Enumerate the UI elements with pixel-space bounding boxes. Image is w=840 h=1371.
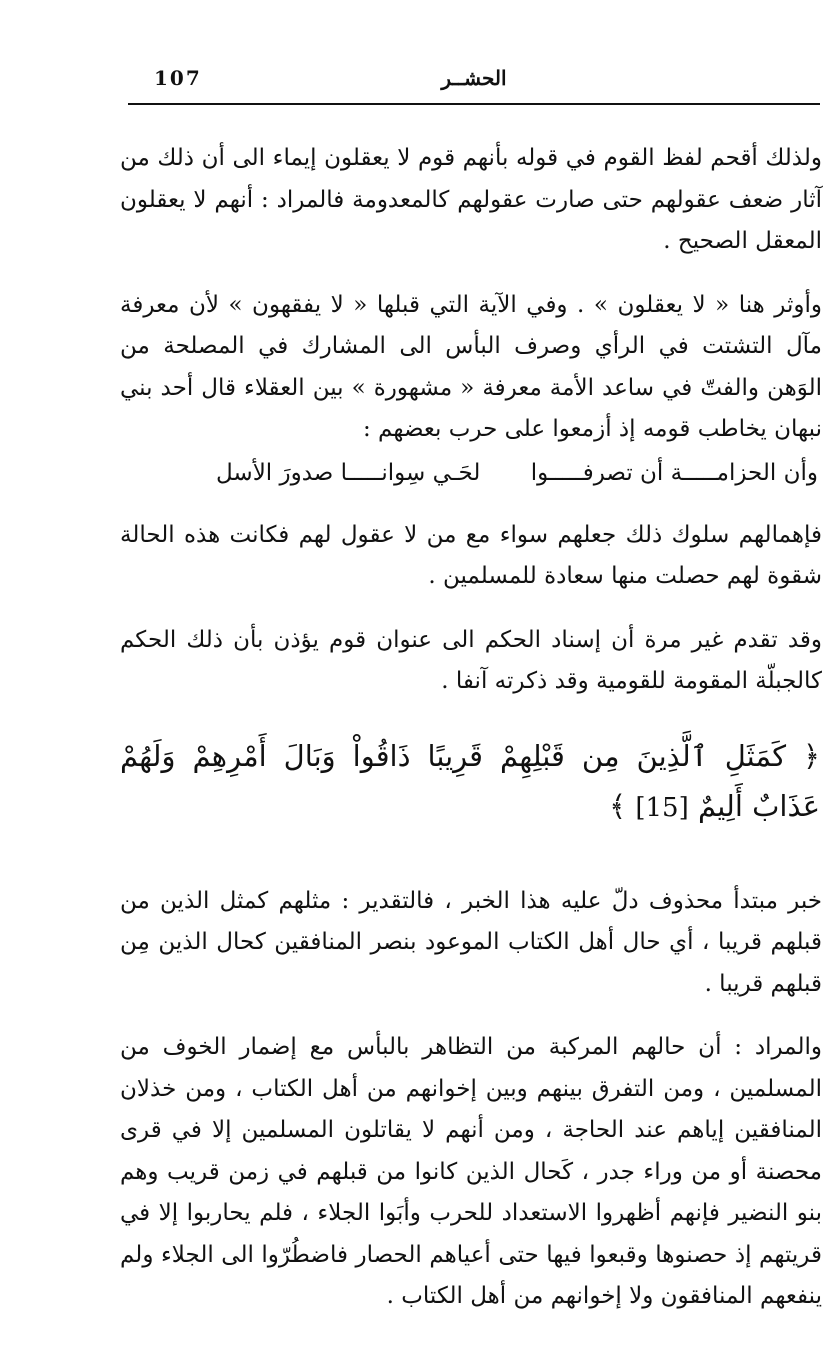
- verse-number: [15]: [635, 792, 689, 823]
- header-divider: [128, 103, 820, 105]
- quran-verse: [120, 731, 822, 833]
- poem-second-hemistich: لحَـي سِوانـــــا صدورَ الأسل: [216, 459, 481, 486]
- paragraph-2: وأوثر هنا « لا يعقلون » . وفي الآية التي قبلها « لا يفقهون » لأن معرفة مآل التشتت في الرأي وصرف البأس الى المشارك في المصلحة من الوَهن والفتّ في ساعد الأمة معرفة « مشهورة » بين العقلاء قال أحد بني نبهان يخاطب قومه إذ أزمعوا على حرب بعضهم :: [120, 291, 822, 442]
- body-text: [120, 138, 822, 1340]
- paragraph-6: والمراد : أن حالهم المركبة من التظاهر بالبأس مع إضمار الخوف من المسلمين ، ومن التفرق بينهم وبين إخوانهم من أهل الكتاب ، ومن خذلان المنافقين إياهم عند الحاجة ، ومن أنهم لا يقاتلون المسلمين إلا في قرى محصنة أو من وراء جدر ، كَحال الذين كانوا من قبلهم في زمن قريب وهم بنو النضير فإنهم أظهروا الاستعداد للحرب وأبَوا الجلاء ، فلم يحاربوا إلا في قريتهم إذ حصنوها وقبعوا فيها حتى أعياهم الحصار فاضطُرّوا الى الجلاء ولم ينفعهم المنافقون ولا إخوانهم من أهل الكتاب .: [120, 1034, 822, 1309]
- paragraph-1: ولذلك أقحم لفظ القوم في قوله بأنهم قوم لا يعقلون إيماء الى أن ذلك من آثار ضعف عقولهم حتى صارت عقولهم كالمعدومة فالمراد : أنهم لا يعقلون المعقل الصحيح .: [120, 145, 822, 254]
- page-number: 107: [154, 66, 202, 90]
- verse-close-bracket: ﴾: [609, 788, 627, 823]
- verse-open-bracket: ﴿: [803, 738, 820, 773]
- poem-line: [120, 453, 822, 493]
- paragraph-3: فإهمالهم سلوك ذلك جعلهم سواء مع من لا عقول لهم فكانت هذه الحالة شقوة لهم حصلت منها سعادة للمسلمين .: [120, 521, 822, 589]
- running-header: [128, 60, 820, 100]
- paragraph-4: وقد تقدم غير مرة أن إسناد الحكم الى عنوان قوم يؤذن بأن ذلك الحكم كالجبلّة المقومة للقومية وقد ذكرته آنفا .: [120, 626, 822, 694]
- verse-text: كَمَثَلِ ٱلَّذِينَ مِن قَبْلِهِمْ قَرِيبًا ذَاقُواْ وَبَالَ أَمْرِهِمْ وَلَهُمْ عَذَابٌ أَلِيمٌ: [120, 738, 820, 823]
- surah-title: الحشــر: [441, 66, 507, 90]
- poem-first-hemistich: وأن الحزامـــــة أن تصرفـــــوا: [530, 459, 818, 486]
- paragraph-5: خبر مبتدأ محذوف دلّ عليه هذا الخبر ، فالتقدير : مثلهم كمثل الذين من قبلهم قريبا ، أي حال أهل الكتاب الموعود بنصر المنافقين كحال الذين مِن قبلهم قريبا .: [120, 887, 822, 997]
